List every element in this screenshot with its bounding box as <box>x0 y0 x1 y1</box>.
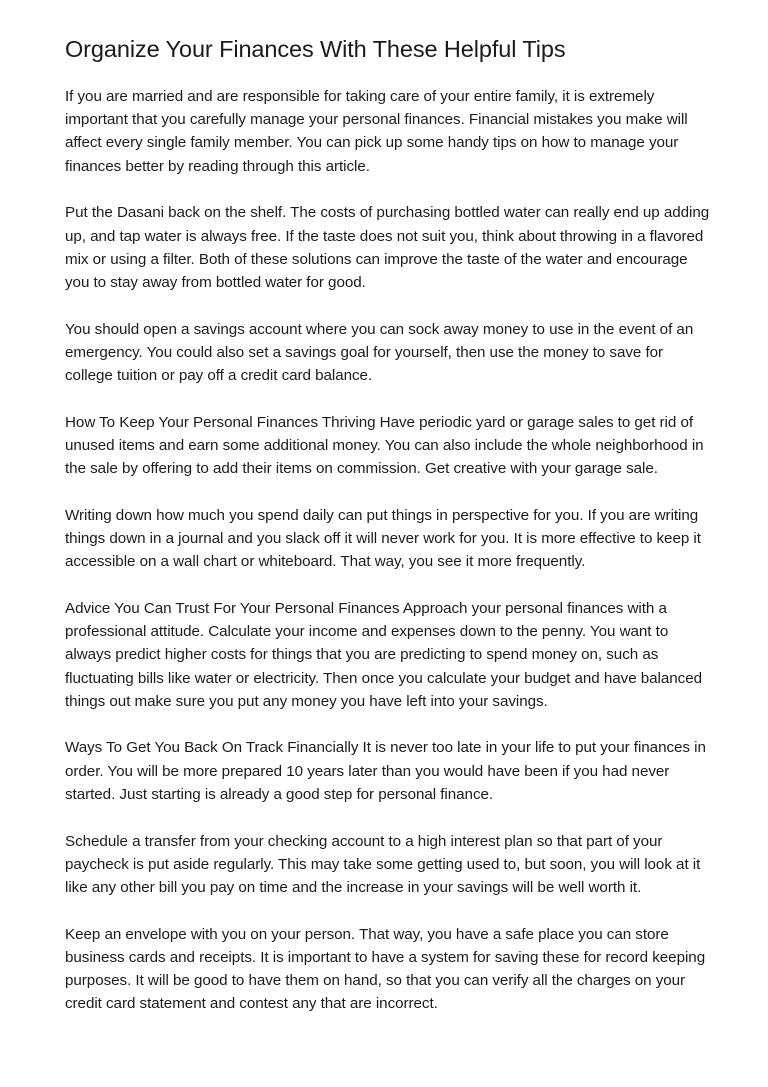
paragraph-1: If you are married and are responsible for taking care of your entire family, it is extremely important that you carefully manage your personal finances. Financial mistakes you make will affect every single family member. You can pick up some handy tips on how to manage your finances better by reading through this article. <box>65 88 688 175</box>
paragraph-6: Advice You Can Trust For Your Personal Finances Approach your personal finances with a professional attitude. Calculate your income and expenses down to the penny. You want to always predict higher costs for things that you are predicting to spend money on, such as fluctuating bills like water or electricity. Then once you calculate your budget and have balanced things out make sure you put any money you have left into your savings. <box>65 599 703 710</box>
paragraph-2: Put the Dasani back on the shelf. The costs of purchasing bottled water can really end up adding up, and tap water is always free. If the taste does not suit you, think about throwing in a flavored mix or using a filter. Both of these solutions can improve the taste of the water and encourage you to stay away from bottled water for good. <box>65 204 710 291</box>
paragraph-8: Schedule a transfer from your checking account to a high interest plan so that part of your paycheck is put aside regularly. This may take some getting used to, but soon, you will look at it like any other bill you pay on time and the increase in your savings will be well worth it. <box>65 832 701 896</box>
paragraph-3: You should open a savings account where you can sock away money to use in the event of an emergency. You could also set a savings goal for yourself, then use the money to save for college tuition or pay off a credit card balance. <box>65 320 694 385</box>
paragraph-7: Ways To Get You Back On Track Financially It is never too late in your life to put your finances in order. You will be more prepared 10 years later than you would have been if you had never started. Just starting is already a good step for personal finance. <box>65 739 706 803</box>
paragraph-5: Writing down how much you spend daily can put things in perspective for you. If you are writing things down in a journal and you slack off it will never work for you. It is more effective to keep it accessible on a wall chart or whiteboard. That way, you see it more frequently. <box>65 506 701 571</box>
paragraph-9: Keep an envelope with you on your person. That way, you have a safe place you can store business cards and receipts. It is important to have a system for saving these for record keeping purposes. It will be good to have them on hand, so that you can verify all the charges on your credit card statement and contest any that are incorrect. <box>65 925 706 1013</box>
page-title: Organize Your Finances With These Helpful Tips <box>65 36 566 62</box>
document-page <box>65 31 710 1039</box>
paragraph-4: How To Keep Your Personal Finances Thriving Have periodic yard or garage sales to get rid of unused items and earn some additional money. You can also include the whole neighborhood in the sale by offering to add their items on commission. Get creative with your garage sale. <box>65 413 704 478</box>
